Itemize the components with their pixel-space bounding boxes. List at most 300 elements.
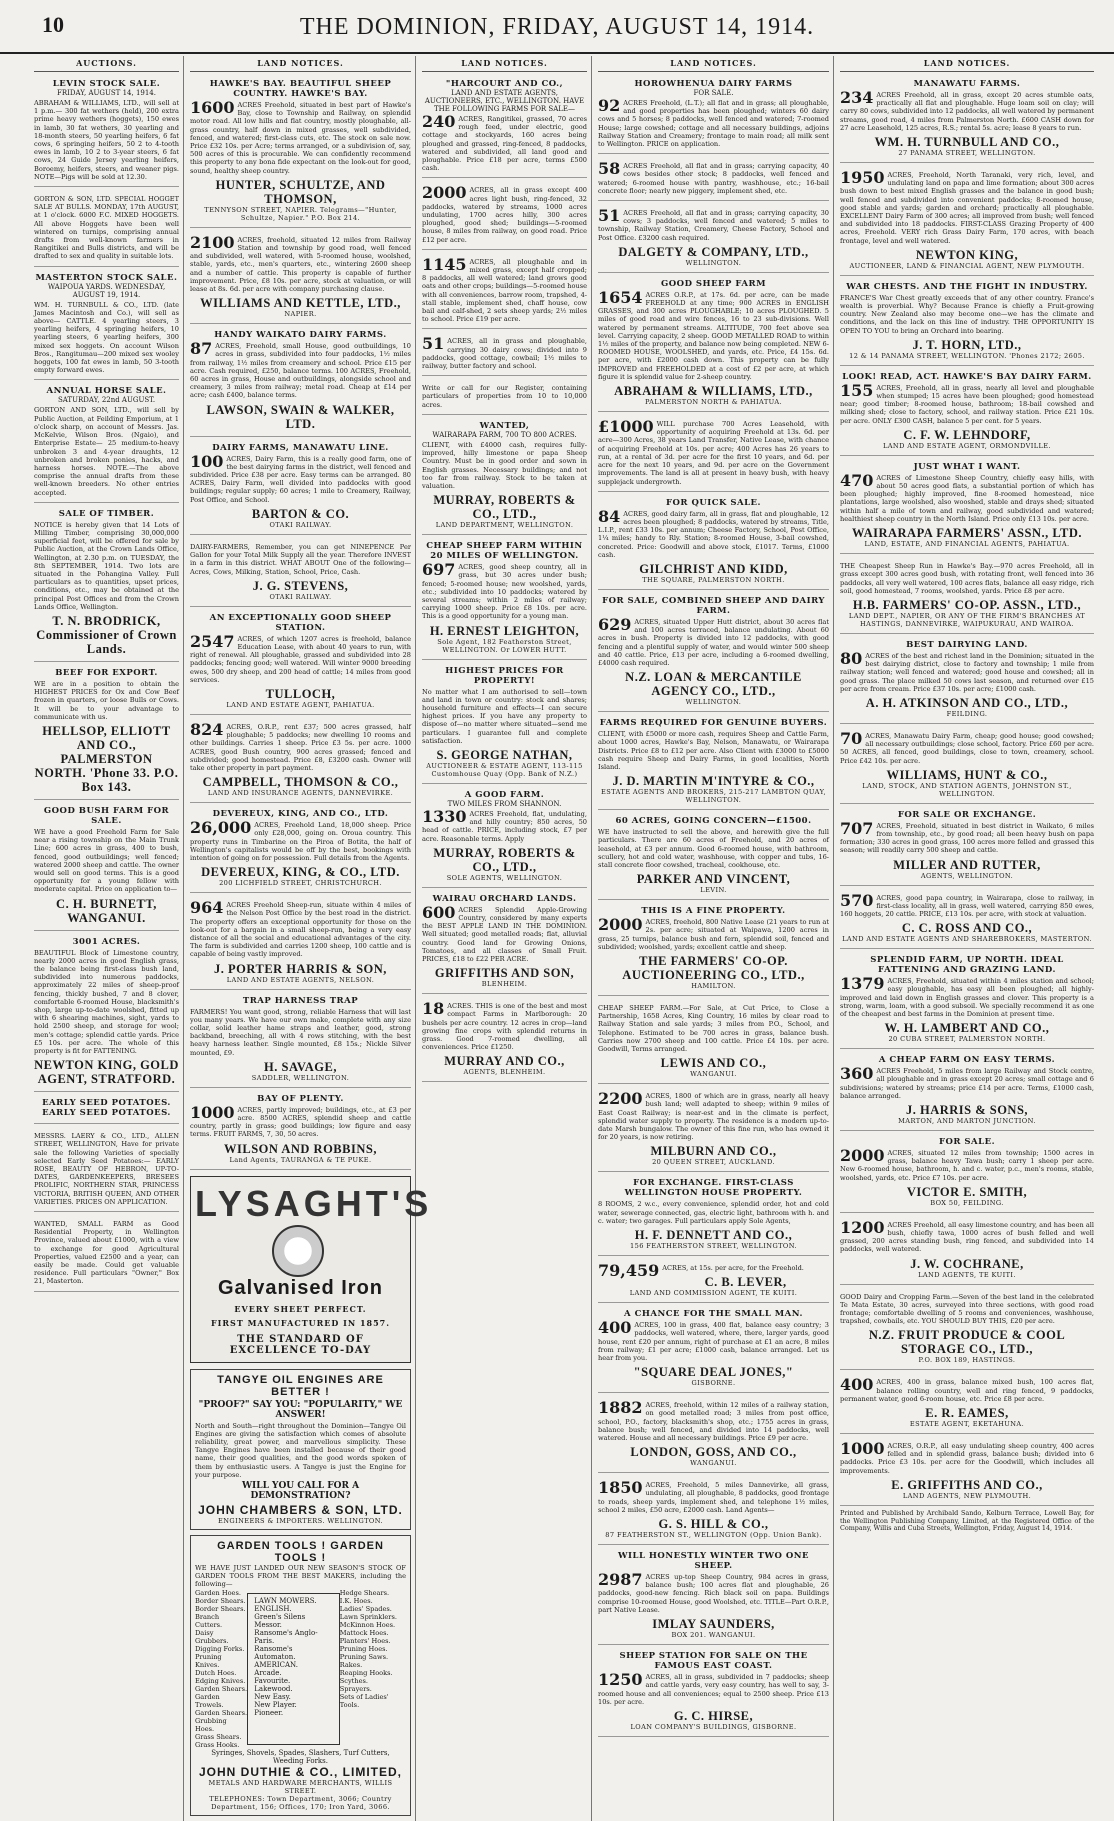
classified-ad	[598, 76, 829, 154]
ad-acreage: 1000	[190, 1102, 235, 1122]
ad-body	[598, 1200, 829, 1225]
ad-agent-address: WELLINGTON.	[685, 258, 742, 267]
ad-body	[840, 890, 1094, 919]
ad-body	[840, 1217, 1094, 1254]
classified-ad	[840, 459, 1094, 554]
column-heading: LAND NOTICES.	[422, 56, 587, 72]
garden-list-item: Mattock Hoes.	[339, 1628, 389, 1637]
garden-list-item: Sets of Ladies' Tools.	[339, 1692, 389, 1709]
ad-agent-name: WILSON AND ROBBINS,	[224, 1141, 377, 1156]
classified-ad	[422, 663, 587, 784]
garden-list-item: I.K. Hoes.	[339, 1596, 373, 1605]
ad-body	[190, 98, 411, 175]
ad-title: HIGHEST PRICES FOR PROPERTY!	[445, 665, 564, 686]
garden-list-item: Edging Knives.	[195, 1676, 246, 1685]
ad-text: CHEAP SHEEP FARM.—For Sale, at Cut Price, to Close a Partnership, 1658 Acres, King Country, 16 miles by clear road to Railway Station and sale yards; 3 miles from P.O., School, and Telephone. Estimated to be 700 acres in grass, balance bush. Carries now 2700 sheep and 100 cattle. Price £4 10s. per acre. Goodwill, Terms arranged.	[598, 1003, 829, 1053]
column-land-notices-4	[840, 56, 1098, 1821]
ad-acreage: 400	[840, 1375, 874, 1395]
classified-ad	[598, 495, 829, 590]
ad-title: CHEAP SHEEP FARM WITHIN 20 MILES OF WELLINGTON.	[426, 541, 583, 562]
garden-list-item: Sprayers.	[339, 1684, 372, 1693]
ad-agent-address: BLENHEIM.	[481, 980, 528, 989]
classified-ad	[840, 889, 1094, 950]
ad-agent-address: OTAKI RAILWAY.	[269, 520, 332, 529]
ad-agent-name: C. C. ROSS AND CO.,	[901, 921, 1033, 936]
ad-text: ACRES, 400 in grass, balance mixed bush, 100 acres flat, balance rolling country, well and ring fenced, 9 paddocks, permanent water, good 6-room house, etc. Price £8 per acre.	[840, 1378, 1094, 1403]
garden-list-item: Pruning Hoes.	[339, 1644, 388, 1653]
garden-list-item: Garden Hoes.	[195, 1588, 241, 1597]
garden-list-item: Ladies' Spades.	[339, 1604, 392, 1613]
ad-text: ACRES, freehold, within 12 miles of a railway station, on good metalled road; 3 miles from post office, school, P.O., factory, blacksmith's shop, etc.; 1755 acres in grass, balance bush; well fenced, and divided into 14 paddocks, well watered. House and all necessary buildings. Price £9 per acre.	[598, 1401, 829, 1443]
ad-body	[422, 999, 587, 1052]
ad-body	[840, 294, 1094, 335]
ad-agent-name: C. B. LEVER,	[704, 1275, 787, 1290]
classified-ad	[34, 506, 179, 662]
lawn-mower-item: New Easy.	[254, 1692, 291, 1701]
ad-acreage: 964	[190, 898, 224, 918]
ad-acreage: 1000	[840, 1439, 885, 1459]
masthead	[0, 0, 1114, 54]
lysaght-line-2: FIRST MANUFACTURED IN 1857.	[210, 1317, 390, 1328]
classified-ad	[840, 76, 1094, 163]
ad-title: SPLENDID FARM, UP NORTH. IDEAL FATTENING AND GRAZING LAND.	[870, 955, 1064, 976]
classified-ad	[840, 166, 1094, 276]
ad-text: DAIRY-FARMERS, Remember, you can get NINEPENCE Per Gallon for your Total Milk Supply all the year. Therefore INVEST in a farm in this district. WHAT ABOUT One of the following— Acres, Cows, Milking, Station, School, Price, Cash.	[190, 542, 411, 576]
ad-body	[190, 339, 411, 400]
ad-text: WE have a good Freehold Farm for Sale near a rising township on the Main Trunk Line; 600 acres in grass, 400 to bush, fenced, good outbuildings; well fenced; watered 2000 sheep and cattle. The owner would sell on good terms. This is a good opportunity for a young fellow with moderate capital. Price on application to—	[34, 827, 179, 894]
ad-body	[34, 949, 179, 1056]
ad-agent-address: WELLINGTON.	[685, 698, 742, 707]
classified-ad	[598, 1548, 829, 1645]
ad-acreage: 1145	[422, 254, 467, 274]
ad-body	[598, 1004, 829, 1053]
ad-agent-name: C. F. W. LEHNDORF,	[903, 427, 1031, 442]
ad-text: ACRES, of which 1207 acres is freehold, balance Education Lease, with about 40 years to run, with right of renewal. All ploughable, grassed and subdivided into 28 paddocks; fencing good; well watered. Will winter 9000 breeding ewes, 500 dry sheep, and 200 head of cattle; 14 miles from good services.	[190, 634, 411, 684]
ad-body	[190, 898, 411, 959]
ad-agent-name: J. W. COCHRANE,	[910, 1256, 1024, 1271]
ad-text: No matter what I am authorised to sell—town and land in town or country: stock and shares; household furniture and effects—I can secure highest prices. If you have any property to dispose of—no matter where situated—send me particulars. I guarantee full and complete satisfaction.	[422, 687, 587, 745]
ad-body	[34, 521, 179, 611]
ad-agent-address: Sole Agent, 182 Featherston Street, WELLINGTON. Or LOWER HUTT.	[437, 637, 572, 654]
classified-ad	[598, 415, 829, 492]
ad-agent-name: MURRAY AND CO.,	[444, 1054, 565, 1069]
ad-body	[190, 1102, 411, 1139]
ad-body	[598, 1670, 829, 1706]
ad-text: WE have instructed to sell the above, and herewith give the full particulars. There are 60 acres of Freehold, and 20 acres of leasehold, at £3 per annum. Good 6-roomed house, with bathroom, scullery, hot and cold water, washhouse, with copper and tubs, 16-stall concrete floor cowshed, tracheal, cookhouse, etc.	[598, 828, 829, 869]
classified-ad	[190, 327, 411, 436]
ad-agent-name: NEWTON KING,	[915, 247, 1019, 262]
ad-body	[422, 688, 587, 745]
ad-acreage: 1654	[598, 287, 643, 307]
ad-text: CLIENT, with £5000 or more cash, requires Sheep and Cattle Farm, about 1000 acres, Hawke's Bay, Nelson, Manawatu, or Wairarapa Districts. Price £8 to £12 per acre. Also Client with £3000 to £5000 cash require Sheep and Dairy Farms, in good localities, North Island.	[598, 730, 829, 771]
ad-agent-address: ESTATE AGENT, EKETAHUNA.	[909, 1420, 1025, 1429]
ad-acreage: 2200	[598, 1089, 643, 1109]
ad-subtitle: FRIDAY, AUGUST 14, 1914.	[57, 89, 156, 97]
ad-body	[190, 232, 411, 294]
ad-acreage: 1330	[422, 806, 467, 826]
garden-company-sub: METALS AND HARDWARE MERCHANTS, WILLIS STREET.	[208, 1778, 393, 1795]
lawn-mower-item: Ransome's Anglo-Paris.	[254, 1628, 318, 1645]
ad-text: ACRES of the best and richest land in the Dominion; situated in the best dairying district, close to factory and township; 1 mile from railway station; well fenced and watered; good house and cowshed; all in good grass. The place milked 50 cows last season, and returned over £15 per acre from cream. Price £37 10s. per acre; £1000 cash.	[840, 651, 1094, 693]
ad-body	[422, 112, 587, 173]
garden-list-item: Border Shears.	[195, 1596, 246, 1605]
ad-agent-address: LEVIN.	[700, 886, 727, 895]
ad-agent-address: LAND AND INSURANCE AGENTS, DANNEVIRKE.	[207, 789, 394, 798]
ad-text: WE are in a position to obtain the HIGHEST PRICES for Ox and Cow Beef frozen in quarters, or loose Bulls or Cows. It will be to your advantage to communicate with us.	[34, 679, 179, 721]
ad-agent-name: "SQUARE DEAL JONES,"	[633, 1365, 794, 1380]
ad-acreage: 707	[840, 818, 874, 838]
garden-phones: TELEPHONES: Town Department, 3066; Country Department, 156; Offices, 170; Iron Yard, 3066.	[209, 1794, 392, 1811]
ad-agent-name: PARKER AND VINCENT,	[636, 872, 791, 887]
tangye-cta: WILL YOU CALL FOR A DEMONSTRATION?	[241, 1481, 360, 1502]
classified-ad	[422, 538, 587, 659]
ad-text: NOTICE is hereby given that 14 Lots of Milling Timber, comprising 30,000,000 superficial feet, will be offered for sale by Public Auction, at the Crown Lands Office, Wellington, at 2.30 p.m. on TUESDAY, the 8th SEPTEMBER, 1914. Two lots are situated in the Pohangina Valley. Full particulars as to quantities, upset prices, conditions, etc., may be obtained at the principal Post Offices and from the Crown Lands Office, Wellington.	[34, 520, 179, 611]
ad-agent-name: H. ERNEST LEIGHTON,	[429, 623, 580, 638]
classified-ad	[190, 440, 411, 535]
classified-ad	[34, 1095, 179, 1124]
classified-ad	[598, 1087, 829, 1172]
ad-title: SALE OF TIMBER.	[58, 508, 155, 519]
garden-intro: WE HAVE JUST LANDED OUR NEW SEASON'S STOCK OF GARDEN TOOLS FROM THE BEST MAKERS, including the following—	[195, 1564, 406, 1589]
ad-title: FOR QUICK SALE.	[665, 497, 761, 508]
garden-tool-lists	[195, 1589, 406, 1749]
ad-body	[598, 1398, 829, 1443]
ad-agent-name: A. H. ATKINSON AND CO., LTD.,	[865, 695, 1069, 710]
ad-body	[190, 543, 411, 576]
ad-body	[840, 168, 1094, 245]
tangye-company-sub: ENGINEERS & IMPORTERS. WELLINGTON.	[218, 1517, 383, 1526]
ad-title: LEVIN STOCK SALE.	[52, 79, 161, 89]
ad-agent-name: LEWIS AND CO.,	[660, 1056, 767, 1071]
ad-acreage: 70	[840, 728, 863, 748]
ad-text: ACRES Freehold, situated in best part of Hawke's Bay, close to Township and Railway, on splendid motor road. All low hills and flat country, mostly ploughable, all-grass country, half down in mixed grasses, well subdivided, fenced, and watered; first-class cuts, etc. The stock on sale now. Price £32 10s. per Acre; terms arranged, or a subdivision of, say, 500 acres of this is procurable. We can confidently recommend this property to any bona fide expectant on the look-out for good, sound, healthy sheep country.	[190, 101, 411, 175]
ad-agent-address: LAND AND ESTATE AGENT, PAHIATUA.	[226, 700, 375, 709]
ad-body	[598, 614, 829, 667]
classified-ad	[840, 557, 1094, 634]
ad-text: WANTED, SMALL FARM as Good Residential Property, in Wellington Province, valued about £1000, with a view to exchange for good Agricultural Properties, valued £2500 and a year, can easily be made. Could get valuable residence. Full particulars "Owner," Box 21, Masterton.	[34, 1220, 179, 1286]
classified-ad	[598, 157, 829, 201]
ad-body	[34, 828, 179, 894]
ad-acreage: 1882	[598, 1398, 643, 1418]
ad-title: WAR CHESTS. AND THE FIGHT IN INDUSTRY.	[846, 281, 1088, 292]
ad-agent-address: LAND AGENTS, NEW PLYMOUTH.	[902, 1491, 1032, 1500]
ad-agent-address: LAND AND ESTATE AGENTS AND SHAREBROKERS, MASTERTON.	[842, 935, 1092, 944]
classified-ad	[840, 1052, 1094, 1131]
ad-text: ACRES, Freehold, small House, good outbuildings, 10 acres in grass, subdivided into four paddocks, 1½ miles from railway, 1½ miles from creamery and school. Price £15 per acre. Cash required, £250, balance terms. 100 ACRES, Freehold, 60 acres in grass, House and outbuildings, alongside school and creamery, 3 miles from railway; metal road. Cheap at £14 per acre; cash £400, balance terms.	[190, 342, 411, 400]
ad-body	[840, 1293, 1094, 1326]
garden-list-item: Reaping Hooks.	[339, 1668, 393, 1677]
ad-body	[190, 631, 411, 684]
classified-ad	[422, 379, 587, 415]
garden-title: GARDEN TOOLS ! GARDEN TOOLS !	[217, 1540, 384, 1565]
ad-agent-name: WM. H. TURNBULL AND CO.,	[874, 135, 1060, 150]
ad-text: ACRES, freehold, 800 Native Lease (21 years to run at 2s. per acre; situated at Waipawa, 1200 acres in grass, 25 turnips, balance bush and fern, splendid soil, fenced and subdivided; woolshed, yards; excellent cattle and sheep.	[598, 918, 829, 951]
ad-body	[840, 818, 1094, 855]
ad-agent-name: N.Z. FRUIT PRODUCE & COOL STORAGE CO., LTD.,	[868, 1328, 1066, 1357]
ad-agent-name: ABRAHAM & WILLIAMS, LTD.,	[614, 384, 813, 399]
classified-ad	[840, 369, 1094, 456]
ad-acreage: 1850	[598, 1478, 643, 1498]
ad-agent-name: C. H. BURNETT, WANGANUI.	[56, 896, 157, 925]
ad-agent-address: 156 FEATHERSTON STREET, WELLINGTON.	[630, 1242, 797, 1251]
ad-text: ACRES, good papa country, in Wairarapa, close to railway, in first-class locality, all in grass, well watered, carrying 850 ewes, 160 hoggets, 20 cattle. PRICE, £13 10s. per acre, with stock at valuation.	[840, 893, 1094, 918]
classified-ad	[422, 997, 587, 1082]
ad-agent-name: E. GRIFFITHS AND CO.,	[891, 1477, 1043, 1492]
ad-acreage: £1000	[598, 417, 654, 437]
ad-body	[598, 730, 829, 771]
ad-text: 8 ROOMS, 2 w.c., every convenience, splendid order, hot and cold water, sewerage connected, gas, electric light, bathroom with h. and c. water; two garages. Full particulars apply Sole Agents,	[598, 1200, 829, 1225]
ad-acreage: 87	[190, 339, 213, 359]
ad-text: GORTON & SON, LTD. SPECIAL HOGGET SALE AT BULLS. MONDAY, 17th AUGUST, at 1 o'clock. 6000 F.C. MIXED HOGGETS. All above Hoggets have been well wintered on turnips, comprising annual drafts from well-known farmers in Rangitikei and Bulls districts, and will be drafted to sex and quality in suitable lots.	[34, 195, 179, 261]
ad-text: ACRES, Freehold, all in grass, nearly all level and ploughable when stumped; 15 acres have been ploughed; good homestead near; good timber; 8-roomed house, bathroom; 18-bail cowshed and milking shed; close to factory, school, and railway station. Price £21 10s. per acre. ONLY £300 CASH, balance 5 per cent. for 5 years.	[840, 383, 1094, 425]
ad-agent-address: OTAKI RAILWAY.	[269, 592, 332, 601]
classified-ad	[598, 1396, 829, 1473]
ad-body	[598, 1318, 829, 1363]
ad-agent-address: GISBORNE.	[691, 1379, 736, 1388]
garden-tools-advertisement	[190, 1535, 411, 1816]
ad-agent-address: BOX 50, FEILDING.	[930, 1198, 1004, 1207]
classified-ad	[34, 383, 179, 502]
classified-ad	[598, 276, 829, 412]
ad-text: WILL purchase 700 Acres Leasehold, with opportunity of acquiring Freehold at 13s. 6d. per acre—300 Acres, 38 years Land Transfer, Native Lease, with chance of acquiring Freehold at 10s. per acre; 400 Acres has 26 years to run, at a rental of 3d. per acre for the first 10 years, and 6d. per acre for the next 10 years, and 9d. per acre on the Government improvements. The land is all at present in heavy bush, with heavy supplejack undergrowth.	[598, 420, 829, 486]
ad-text: FRANCE'S War Chest greatly exceeds that of any other country. France's wealth is proverbial. Why? Because France is chiefly a Fruit-growing country. New Zealand also may become one—we has the climate and conditions, and the lack on this line of industry. THE OPPORTUNITY IS OPEN TO YOU to bring an Orchard into bearing.	[840, 293, 1094, 335]
ad-text: ACRES, Freehold, North Taranaki, very rich, level, and undulating land on papa and lime formation; about 300 acres bush down to best mixed English grasses and the balance in good bush; well fenced and subdivided into convenient paddocks; 8-roomed house, good stable and yards; garden and orchard; practically all ploughable. EXCELLENT Dairy Farm of 300 acres; all improved from bush; well fenced and subdivided into 18 paddocks. FIRST-CLASS Grazing Property of 400 acres, Freehold. VERY rich Grass Dairy Farm, 170 acres, with beach frontage, level and well watered.	[840, 171, 1094, 245]
ad-agent-address: LAND AND ESTATE AGENT, ORMONDVILLE.	[882, 441, 1051, 450]
ad-body	[598, 828, 829, 869]
page-number: 10	[42, 12, 64, 37]
lawn-mower-item: New Player.	[254, 1700, 297, 1709]
ad-title: JUST WHAT I WANT.	[913, 461, 1021, 472]
ad-body	[422, 384, 587, 409]
ad-agent-address: BOX 201. WANGANUI.	[671, 1631, 756, 1640]
ad-body	[598, 287, 829, 381]
ad-agent-address: 87 FEATHERSTON ST., WELLINGTON (Opp. Union Bank).	[605, 1531, 822, 1540]
ad-title: DAIRY FARMS, MANAWATU LINE.	[212, 442, 389, 453]
classified-ad	[840, 1216, 1094, 1285]
ad-body	[598, 417, 829, 486]
ad-text: ACRES, situated 12 miles from township; 1500 acres in grass, balance heavy Tawa bush; carry 1 sheep per acre. New 6-roomed house, bathroom, h. and c. water, p.c., men's rooms, stable, woolshed, yards, etc. Price £7 10s. per acre.	[840, 1148, 1094, 1182]
ad-agent-address: 27 PANAMA STREET, WELLINGTON.	[898, 149, 1036, 158]
ad-agent-name: MILBURN AND CO.,	[650, 1144, 777, 1159]
ad-agent-name: J. T. HORN, LTD.,	[912, 337, 1022, 352]
classified-ad	[190, 993, 411, 1088]
column-land-notices-2	[422, 56, 592, 1821]
ad-text: THE Cheapest Sheep Run in Hawke's Bay.—970 acres Freehold, all in grass except 300 acres good bush, with rotating front, well fenced into 36 paddocks, all very well watered, 100 acres flats, balance all easy ridge, rich soil, good homestead, 7 rooms, woolshed, yards. Price £8 per acre.	[840, 562, 1094, 595]
ad-agent-address: ESTATE AGENTS AND BROKERS, 215-217 LAMBTON QUAY, WELLINGTON.	[601, 788, 826, 805]
ad-agent-name: E. R. EAMES,	[925, 1406, 1009, 1421]
lawn-mower-item: ENGLISH.	[254, 1604, 292, 1613]
ad-title: A CHEAP FARM ON EASY TERMS.	[878, 1055, 1056, 1066]
classified-ad	[34, 76, 179, 187]
column-heading: LAND NOTICES.	[840, 56, 1094, 72]
garden-list-item: Grass Shears.	[195, 1732, 242, 1741]
ad-subtitle: TWO MILES FROM SHANNON.	[447, 799, 562, 808]
ad-body	[190, 818, 411, 862]
ad-agent-address: LAND AGENTS, TE KUITI.	[918, 1270, 1016, 1279]
ad-title: FOR EXCHANGE. FIRST-CLASS WELLINGTON HOUSE PROPERTY.	[624, 1178, 803, 1199]
classified-ad	[190, 76, 411, 228]
ad-acreage: 18	[422, 999, 445, 1019]
ad-text: ACRES, at 15s. per acre, for the Freehold.	[662, 1264, 804, 1273]
ad-title: AN EXCEPTIONALLY GOOD SHEEP STATION.	[209, 612, 392, 633]
lysaght-advertisement	[190, 1176, 433, 1363]
ad-text: ACRES Freehold Sheep-run, situate within 4 miles of the Nelson Post Office by the best road in the district. The property offers an exceptional opportunity for those on the look-out for a bargain in a small sheep-run, being a very easy distance of all the social and educational advantages of the city. The farm is subdivided and carries 1200 sheep, 100 cattle and is capable of being vastly improved.	[190, 901, 411, 959]
ad-acreage: 697	[422, 560, 456, 580]
classified-ad	[840, 1134, 1094, 1213]
ad-agent-name: HUNTER, SCHULTZE, AND THOMSON,	[215, 177, 386, 206]
ad-subtitle: FOR SALE.	[693, 89, 734, 97]
garden-list-item: Grubbing Hoes.	[195, 1716, 227, 1733]
ad-title: HANDY WAIKATO DAIRY FARMS.	[214, 330, 387, 341]
classified-ad	[840, 279, 1094, 366]
classified-ad	[422, 332, 587, 376]
ad-text: ACRES, good dairy farm, all in grass, flat and ploughable, 12 acres been ploughed; 8 paddocks, watered by streams, Title, L.I.P., rent £33 10s. per annum; Cheese Factory, School, Post Office, 1¼ miles; handy to Rly. Station; 8-roomed House, 3-bail cowshed, concreted. Price: Goodwill and above stock, £1017. Terms, £1000 cash.	[598, 509, 829, 559]
ad-agent-address: LAND DEPARTMENT, WELLINGTON.	[435, 521, 574, 530]
ad-acreage: 600	[422, 902, 456, 922]
ad-text: ABRAHAM & WILLIAMS, LTD., will sell at 1 p.m.— 300 fat wethers (held), 200 extra prime heavy wethers (hoggets), 150 ewes in lamb, 30 fat wethers, 30 yearling and 18-month steers, 50 yearling heifers, 6 fat cows, 6 springing heifers, 50 2 to 4-tooth ewes in lamb, 10 2 to 3-year steers, 6 fat cows, 24 Guide Jersey yearling heifers, Boroemy, heifers, steers, and weaner pigs. NOTE—Pigs will be sold at 12.30.	[34, 99, 179, 181]
ad-acreage: 2987	[598, 1570, 643, 1590]
ad-agent-address: 200 LICHFIELD STREET, CHRISTCHURCH.	[219, 879, 382, 888]
lawn-mower-item: Pioneer.	[254, 1708, 284, 1717]
ad-agent-name: BARTON & CO.	[251, 506, 350, 521]
classified-ad	[190, 538, 411, 607]
ad-agent-address: PALMERSTON NORTH & PAHIATUA.	[644, 398, 783, 407]
ad-agent-name: IMLAY SAUNDERS,	[652, 1617, 775, 1632]
ad-body	[840, 88, 1094, 132]
ad-agent-name: J. PORTER HARRIS & SON,	[214, 961, 387, 976]
ad-title: BEST DAIRYING LAND.	[906, 639, 1028, 650]
ad-body	[422, 902, 587, 963]
ad-text: ACRES of Limestone Sheep Country, chiefly easy hills, with about 50 acres good flats, a substantial portion of which has been ploughed; highly improved, fine 8-roomed homestead, nice plantations, large woolshed, also wooshed, stable and drays shed; situated within half a mile of town and railway, good subdivided and watered; healthiest sheep country in the North Island. Price only £13 10s. per acre.	[840, 473, 1094, 523]
tangye-advertisement	[190, 1369, 411, 1530]
ad-agent-name: TULLOCH,	[265, 686, 336, 701]
ad-body	[598, 1089, 829, 1142]
ad-agent-name: H.B. FARMERS' CO-OP. ASSN., LTD.,	[852, 597, 1082, 612]
ad-body	[34, 680, 179, 721]
classified-ad	[598, 1476, 829, 1545]
classified-ad	[422, 181, 587, 249]
classified-ad	[422, 76, 587, 178]
ad-subtitle: SATURDAY, 22nd AUGUST.	[57, 396, 156, 405]
classified-ad	[34, 190, 179, 267]
lysaght-standard: THE STANDARD OF EXCELLENCE TO-DAY	[229, 1333, 372, 1356]
ad-text: ACRES, Dairy Farm, this is a really good farm, one of the best dairying farms in the district, well fenced and subdivided. Price £38 per acre. Easy terms can be arranged. 80 ACRES, Dairy Farm, well divided into paddocks with good buildings; regular supply; 60 acres; 1 mile to Creamery, Railway, Post Office, and School.	[190, 454, 411, 504]
classified-ad	[598, 813, 829, 900]
ad-text: ACRES, O.R.P., rent £37; 500 acres grassed, half ploughable; 5 paddocks; new dwelling 10 rooms and other buildings. Carries 1 sheep. Price £3 5s. per acre. 1000 ACRES, good Bush country, 900 acres grassed; fenced and subdivided; good homestead. Price £8, £3200 cash. Owner will take other property in part payment.	[190, 722, 411, 772]
classified-ad	[422, 787, 587, 888]
ad-acreage: 80	[840, 648, 863, 668]
lawn-mowers-box	[247, 1593, 339, 1745]
ad-body	[598, 506, 829, 559]
ad-agent-name: J. HARRIS & SONS,	[905, 1102, 1029, 1117]
lawn-mower-item: Lakewood.	[254, 1684, 293, 1693]
ad-agent-address: FEILDING.	[946, 709, 988, 718]
ad-title: 60 ACRES, GOING CONCERN—£1500.	[615, 816, 812, 827]
ad-agent-address: LAND AND COMMISSION AGENT, TE KUITI.	[629, 1289, 798, 1298]
ad-acreage: 2000	[840, 1145, 885, 1165]
ad-title: A GOOD FARM.	[464, 789, 545, 800]
ad-acreage: 1250	[598, 1670, 643, 1690]
ad-title: A CHANCE FOR THE SMALL MAN.	[624, 1309, 803, 1320]
lawn-mower-item: AMERICAN.	[254, 1660, 298, 1669]
ad-agent-name: WAIRARAPA FARMERS' ASSN., LTD.	[851, 526, 1083, 541]
classified-ad	[598, 593, 829, 712]
ad-body	[422, 560, 587, 621]
ad-title: ANNUAL HORSE SALE.	[46, 386, 167, 397]
ad-text: ACRES, partly improved; buildings, etc., at £3 per acre. 8500 ACRES, splendid sheep and cattle country, partly in grass; good buildings; low figure and easy terms. FRUIT FARMS, 7, 30, 50 acres.	[190, 1105, 411, 1139]
ad-title: HOROWHENUA DAIRY FARMS	[634, 79, 793, 89]
ad-agent-name: LONDON, GOSS, AND CO.,	[630, 1445, 797, 1460]
ad-title: FARMS REQUIRED FOR GENUINE BUYERS.	[599, 718, 828, 729]
ad-agent-address: AGENTS, BLENHEIM.	[463, 1068, 546, 1077]
ad-text: ACRES Freehold, all in grass, except 20 acres stumble oats, practically all flat and ploughable. Huge loam soil on clay; will carry 80 cows, subdivided into 12 paddocks, all well watered by permanent streams, good road, 4 miles from Palmerston North. £600 CASH down for 27 acre Leasehold, 125 acres, R.S.; rental 5s. acre; lease 8 years to run.	[840, 91, 1094, 132]
ad-acreage: 360	[840, 1064, 874, 1084]
ad-body	[190, 719, 411, 772]
ad-title: GOOD SHEEP FARM	[661, 278, 766, 289]
ad-text: ACRES Splendid Apple-Growing Country, considered by many experts the BEST APPLE LAND IN THE DOMINION. Well situated; good metalled roads; flat, alluvial country. Good land for Growing Onions, Tomatoes, and all classes of Small Fruit. PRICES, £18 to £22 PER ACRE.	[422, 905, 587, 963]
classified-ad	[422, 891, 587, 994]
ad-agent-name: NEWTON KING, GOLD AGENT, STRATFORD.	[34, 1058, 179, 1087]
ad-body	[422, 806, 587, 843]
ad-body	[598, 159, 829, 195]
ad-acreage: 470	[840, 470, 874, 490]
ad-body	[840, 1375, 1094, 1403]
lawn-mower-item: Ransome's Automaton.	[254, 1644, 296, 1661]
classified-ad	[598, 1306, 829, 1393]
ad-acreage: 79,459	[598, 1261, 660, 1281]
ad-body	[598, 96, 829, 149]
ad-acreage: 570	[840, 890, 874, 910]
ad-text: Write or call for our Register, containing particulars of properties from 10 to 10,000 acres.	[422, 384, 587, 409]
ad-agent-name: DEVEREUX, KING, & CO., LTD.	[201, 865, 400, 880]
classified-ad	[34, 270, 179, 381]
garden-list-left	[195, 1589, 247, 1749]
ad-text: ACRES, Freehold, situated in best district in Waikato, 6 miles from township, etc., by good road; all been heavy bush on papa formation; 330 acres in good grass, 100 acres more felled and grassed this season; will readily carry 500 sheep and cattle.	[840, 821, 1094, 855]
ad-title: WAIRAU ORCHARD LANDS.	[432, 893, 577, 904]
garden-list-item: Daisy Grubbers.	[195, 1628, 229, 1645]
ad-text: ACRES Freehold, (L.T.); all flat and in grass; all ploughable, and good properties has been ploughed; winters 60 dairy cows and 5 horses; 8 paddocks, well fenced and watered; 7-roomed House; large cowshed; cottage and all necessary buildings, adjoins Railway Station and Creamery; frontage to main road; all milk sent to Wellington. PRICE on application.	[598, 99, 829, 149]
lawn-mower-item: Green's Silens Messor.	[254, 1612, 306, 1629]
ad-agent-name: CAMPBELL, THOMSON & CO.,	[202, 775, 399, 790]
ad-acreage: 2100	[190, 232, 235, 252]
ad-title: LOOK! READ, ACT. HAWKE'S BAY DAIRY FARM.	[842, 371, 1092, 382]
column-land-notices-3	[598, 56, 834, 1821]
garden-list-item: Scythes.	[339, 1676, 368, 1685]
ad-text: ACRES O.R.P., at 17s. 6d. per acre, can be made FREEHOLD at any time; 900 ACRES in ENGLISH GRASSES, and 300 acres PLOUGHABLE; 10 acres PLOUGHED. 5 miles of good road and wire fences, 16 to 23 sub-divisions. Well watered by permanent streams. ALTITUDE, 700 feet above sea level. Carrying capacity, 2 sheep. GOOD METALLED ROAD to within 1½ miles of the property, and balance now being completed. NEW 6-ROOMED HOUSE, WOOLSHED, and yards, etc. Price, £4 15s. 6d. per acre, with £2000 cash down. This property can be fully IMPROVED and FREEHOLDED at a cost of £2 per acre, at which figure it is splendid value for 2-sheep country.	[598, 290, 829, 381]
classified-ad	[190, 231, 411, 324]
ad-title: WANTED,	[479, 420, 530, 431]
ad-agent-address: Land Agents, TAURANGA & TE PUKE.	[229, 1155, 372, 1164]
ad-text: ACRES Freehold, flat, undulating, and hilly country; 850 acres, 50 head of cattle. PRICE, including stock, £7 per acre. Reasonable terms. Apply	[422, 809, 587, 843]
garden-list-item: Border Shears.	[195, 1604, 246, 1613]
ad-agent-name: J. G. STEVENS,	[252, 578, 349, 593]
garden-list-item: Planters' Hoes.	[339, 1636, 391, 1645]
ad-title: "HARCOURT AND CO.,	[445, 79, 564, 89]
ad-agent-name: G. C. HIRSE,	[673, 1708, 754, 1723]
ad-acreage: 1600	[190, 98, 235, 117]
classified-ad	[840, 1437, 1094, 1506]
ad-text: MESSRS. LAERY & CO., LTD., ALLEN STREET, WELLINGTON, Have for private sale the following Varieties of specially selected Early Seed Potatoes:— EARLY ROSE, BEAUTY OF HEBRON, UP-TO-DATES, GARDENKEEPERS, BRESEES PROLIFIC, NORTHERN STAR, PRINCESS VICTORIA, BRITISH QUEEN, AND OTHER VARIETIES. PRICES ON APPLICATION.	[34, 1132, 179, 1206]
ad-body	[190, 451, 411, 504]
ad-acreage: 1379	[840, 974, 885, 994]
ad-body	[840, 380, 1094, 425]
ad-body	[422, 183, 587, 244]
column-heading: LAND NOTICES.	[598, 56, 829, 72]
garden-list-item: Rakes.	[339, 1660, 363, 1669]
ad-agent-address: LAND DEPT., NAPIER, OR ANY OF THE FIRM'S BRANCHES AT HASTINGS, DANNEVIRKE, WAIPUKURAU, AND WAIROA.	[848, 611, 1086, 628]
ad-text: ACRES up-top Sheep Country, 984 acres in grass, balance bush; 100 acres flat and ploughable, 26 paddocks, good-new fencing. Rich black soil on papa. Buildings comprise 10-roomed House, good Woolshed, etc. TITLE—Part O.R.P., part Native Lease.	[598, 1573, 829, 1614]
ad-agent-name: VICTOR E. SMITH,	[906, 1184, 1028, 1199]
